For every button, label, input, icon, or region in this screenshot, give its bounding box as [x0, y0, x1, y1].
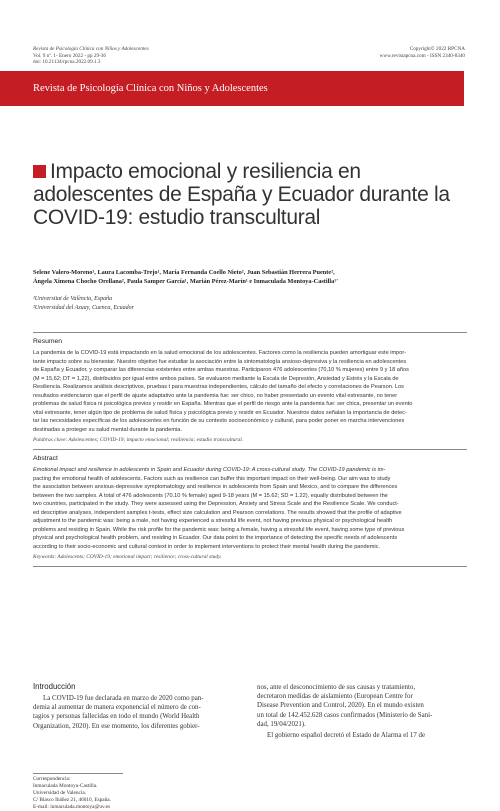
- intro-right-column: [257, 683, 467, 740]
- text-line: demia al aumentar de manera exponencial el número de con-: [33, 704, 201, 712]
- website-line: www.revistapcna.com - ISSN 2340-8340: [379, 52, 465, 59]
- text-line: tagios y personas fallecidas en todo el mundo (World Health: [33, 713, 200, 721]
- text-line: vital estresante, tener algún tipo de problema de salud física y psicológica previo y residir en Ecuador. Nuestros datos señalan la importancia de detec-: [33, 409, 407, 416]
- divider: [33, 566, 467, 567]
- banner-journal-name: Revista de Psicología Clínica con Niños y Adolescentes: [33, 83, 268, 94]
- text-line: problems and residing in Spain. While the risk profile for the pandemic was: being a female, having a stressful life event, having some type of previous: [33, 526, 405, 533]
- resumen-keywords: Palabras clave: Adolescentes; COVID-19; impacto emocional; resiliencia; estudio transcultural.: [33, 437, 244, 443]
- text-line: ed descriptive analyses, independent samples t-tests, effect size calculation and Pearson correlations. The results showed that the profile of adaptive: [33, 509, 402, 516]
- text-line: La pandemia de la COVID-19 está impactando en la salud emocional de los adolescentes. Factores como la resiliencia pueden amortiguar este impor-: [33, 350, 407, 356]
- text-line: La COVID-19 fue declarada en marzo de 2020 como pan-: [43, 695, 204, 702]
- affiliation: ¹Universitat de València, España: [33, 296, 113, 302]
- correspondence-line: Correspondencia:: [33, 776, 71, 782]
- text-line: according to their socio-economic and cultural context in order to implement interventions to protect their mental health during the pandemic.: [33, 543, 380, 550]
- text-line: dad, 19/04/2021).: [257, 720, 306, 728]
- resumen-body: [33, 349, 467, 434]
- article-title-text: Impacto emocional y resiliencia en adolescentes de España y Ecuador durante la COVID-19: estudio transcultural: [33, 160, 450, 229]
- text-line: El gobierno español decretó el Estado de Alarma el 17 de: [267, 732, 426, 740]
- text-line: de España y Ecuador, y comparar las diferencias existentes entre ambas muestras. Participaron 476 adolescentes (70,10 % mujeres) entre 9 y 18 años: [33, 367, 409, 374]
- correspondence-line: Universidad de Valencia.: [33, 790, 86, 796]
- journal-banner: [0, 71, 464, 106]
- text-line: physical and psychological health problem, and residing in Ecuador. Our data point to the importance of detecting the specific needs of adolescents: [33, 535, 398, 542]
- text-line: the association between anxious-depressive symptomatology and resilience in adolescents from Spain and Mexico, and to compare the differences: [33, 484, 398, 491]
- text-line: Organization, 2020). En ese momento, los diferentes gobier-: [33, 722, 200, 730]
- text-line: adjustment to the pandemic was: being a male, not having experienced a stressful life event, not having previous physical or psychological health: [33, 518, 393, 525]
- author-list: [33, 268, 473, 286]
- text-line: Emotional impact and resilience in adolescents in Spain and Ecuador during COVID-19: A cross-cultural study. The COVID-19 pandemic is im-: [33, 467, 386, 473]
- footnote-rule: [33, 773, 123, 774]
- correspondence-line: E-mail: inmaculada.montoya@uv.es: [33, 804, 111, 810]
- correspondence-line: C/ Blasco Ibáñez 21, 46010, España.: [33, 797, 111, 803]
- text-line: problemas de salud física ni psicológica previos y residir en España. Mientras que el perfil de riesgo ante la pandemia fue: ser chica, presentar un evento: [33, 401, 413, 408]
- copyright-line: Copyright© 2022 RPCNA: [409, 46, 465, 52]
- abstract-body: [33, 466, 467, 551]
- text-line: resultados evidenciaron que el perfil de ajuste adaptativo ante la pandemia fue: ser chico, no haber presentado un evento vital estresante, no tener: [33, 392, 398, 399]
- affiliations: [33, 295, 134, 312]
- divider: [33, 332, 467, 333]
- text-line: two countries, participated in the study. They were assessed using the Depression, Anxiety and Stress Scale and the Resilience Scale. We conduct-: [33, 501, 399, 508]
- text-line: tante impacto sobre su bienestar. Nuestro objetivo fue estudiar la asociación entre la sintomatología ansioso-depresiva y la resiliencia en adolescentes: [33, 358, 407, 365]
- volume-line: Vol. 9 nº. 1- Enero 2022 - pp 29-36: [33, 52, 106, 59]
- doi-line: doi: 10.21134/rpcna.2022.09.1.3: [33, 59, 101, 66]
- title-marker: [33, 165, 46, 178]
- running-header-left: [33, 46, 149, 66]
- text-line: (M = 15,62; DT = 1,22), distribuidos por igual entre ambos países. Se evaluaron mediante la Escala de Depresión, Ansiedad y Estrés y la Escala de: [33, 375, 399, 382]
- correspondence: [33, 776, 111, 811]
- divider: [33, 449, 467, 450]
- text-line: Disease Prevention and Control, 2020). En el mundo existen: [257, 702, 424, 710]
- author-line: Ángela Ximena Chocho Orellana², Paula Samper García¹, Marián Pérez-Marín¹ e Inmaculada Montoya-Castilla¹': [33, 278, 338, 285]
- text-line: nos, ante el desconocimiento de sus causas y tratamiento,: [257, 684, 416, 691]
- correspondence-line: Inmaculada Montoya-Castilla.: [33, 783, 98, 789]
- abstract-heading: Abstract: [33, 455, 58, 462]
- intro-heading: Introducción: [33, 682, 76, 691]
- intro-left-column: [33, 694, 243, 731]
- text-line: pacting the emotional health of adolescents. Factors such as resilience can buffer this important impact on their well-being. Our aim was to study: [33, 475, 391, 482]
- text-line: un total de 142.452.628 casos confirmados (Ministerio de Sani-: [257, 711, 433, 719]
- affiliation: ²Universidad del Azuay, Cuenca, Ecuador: [33, 304, 135, 311]
- resumen-heading: Resumen: [33, 338, 63, 345]
- text-line: tar las necesidades específicas de los adolescentes en función de su contexto socioeconómico y cultural, para poder poner en marcha intervenciones: [33, 418, 405, 425]
- article-title: [33, 160, 473, 229]
- journal-line: Revista de Psicología Clínica con Niños y Adolescentes: [33, 46, 149, 52]
- running-header-right: [380, 46, 465, 59]
- text-line: Resiliencia. Realizamos análisis descriptivos, pruebas t para muestras independientes, cálculo del tamaño del efecto y correlaciones de Pearson. Los: [33, 384, 404, 391]
- abstract-keywords: Keywords: Adolescents; COVID-19; emotional impact; resilience; cross-cultural study.: [33, 554, 222, 560]
- text-line: destinadas a proteger su salud mental durante la pandemia.: [33, 426, 182, 433]
- author-line: Selene Valero-Moreno¹, Laura Lacomba-Trejo¹, María Fernanda Coello Nieto², Juan Sebastián Herrera Puente²,: [33, 269, 335, 276]
- text-line: decretaron medidas de aislamiento (European Centre for: [257, 693, 413, 701]
- text-line: between the two samples. A total of 476 adolescents (70.10 % female) aged 9-18 years (M = 15.62; SD = 1.22), equally distributed between the: [33, 492, 388, 499]
